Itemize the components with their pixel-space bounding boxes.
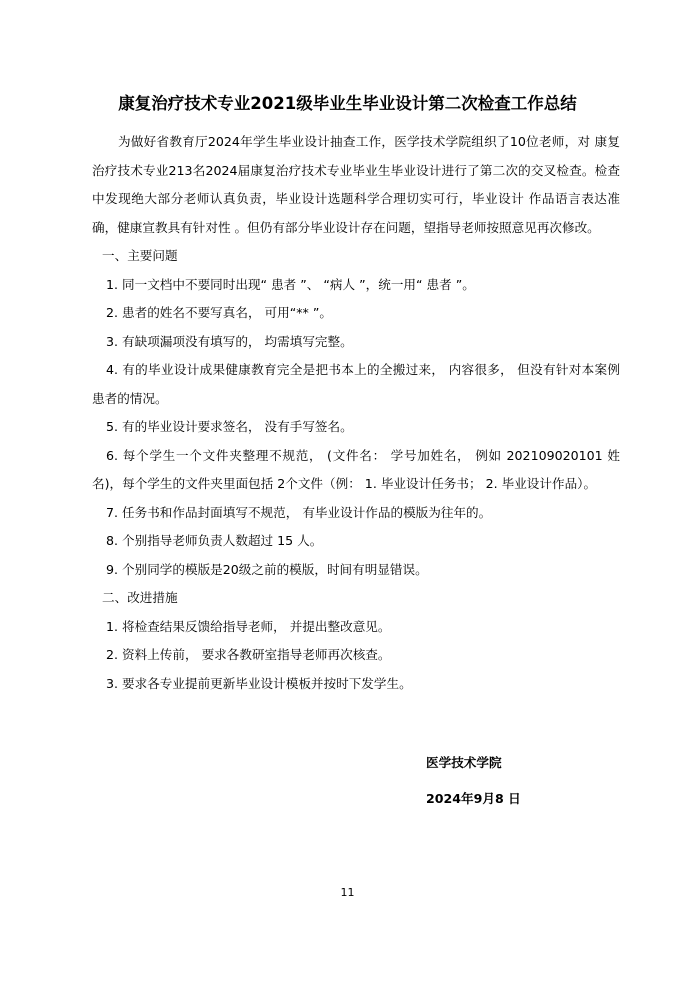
problem-item-6: 6. 每个学生一个文件夹整理不规范， (文件名： 学号加姓名， 例如 202109020101 姓名)，每个学生的文件夹里面包括 2个文件（例： 1. 毕业设计任务书； 2. 毕业设计作品）。 — [92, 447, 620, 491]
measure-item-2: 2. 资料上传前， 要求各教研室指导老师再次核查。 — [106, 647, 391, 662]
section-heading-problems: 一、主要问题 — [102, 248, 178, 263]
document-title: 康复治疗技术专业2021级毕业生毕业设计第二次检查工作总结 — [118, 94, 577, 113]
page-number: 11 — [340, 886, 355, 899]
problem-item-1: 1. 同一文档中不要同时出现“ 患者 ”、 “病人 ”，统一用“ 患者 ”。 — [106, 276, 475, 292]
measure-item-3: 3. 要求各专业提前更新毕业设计模板并按时下发学生。 — [106, 675, 412, 691]
section-heading-measures: 二、改进措施 — [102, 590, 178, 605]
measure-item-1: 1. 将检查结果反馈给指导老师， 并提出整改意见。 — [106, 618, 391, 634]
problem-item-7: 7. 任务书和作品封面填写不规范， 有毕业设计作品的模版为往年的。 — [106, 504, 492, 520]
problem-item-4: 4. 有的毕业设计成果健康教育完全是把书本上的全搬过来， 内容很多， 但没有针对本案例患者的情况。 — [92, 362, 620, 406]
problem-item-2: 2. 患者的姓名不要写真名， 可用“** ”。 — [106, 305, 332, 320]
problem-item-9: 9. 个别同学的模版是20级之前的模版，时间有明显错误。 — [106, 561, 428, 577]
problem-item-8: 8. 个别指导老师负责人数超过 15 人。 — [106, 533, 323, 548]
document-body — [92, 128, 620, 698]
signature-date: 2024年9月8 日 — [426, 791, 521, 806]
signature-organization: 医学技术学院 — [426, 755, 502, 770]
problem-item-5: 5. 有的毕业设计要求签名， 没有手写签名。 — [106, 419, 353, 434]
intro-paragraph: 为做好省教育厅2024年学生毕业设计抽查工作，医学技术学院组织了10位老师，对 康复治疗技术专业213名2024届康复治疗技术专业毕业生毕业设计进行了第二次的交叉检查。检查中发现绝大部分老师认真负责，毕业设计选题科学合理切实可行，毕业设计 作品语言表达准确，健康宣教具有针对性 。但仍有部分毕业设计存在问题，望指导老师按照意见再次修改。 — [92, 134, 620, 235]
problem-item-3: 3. 有缺项漏项没有填写的， 均需填写完整。 — [106, 333, 353, 349]
